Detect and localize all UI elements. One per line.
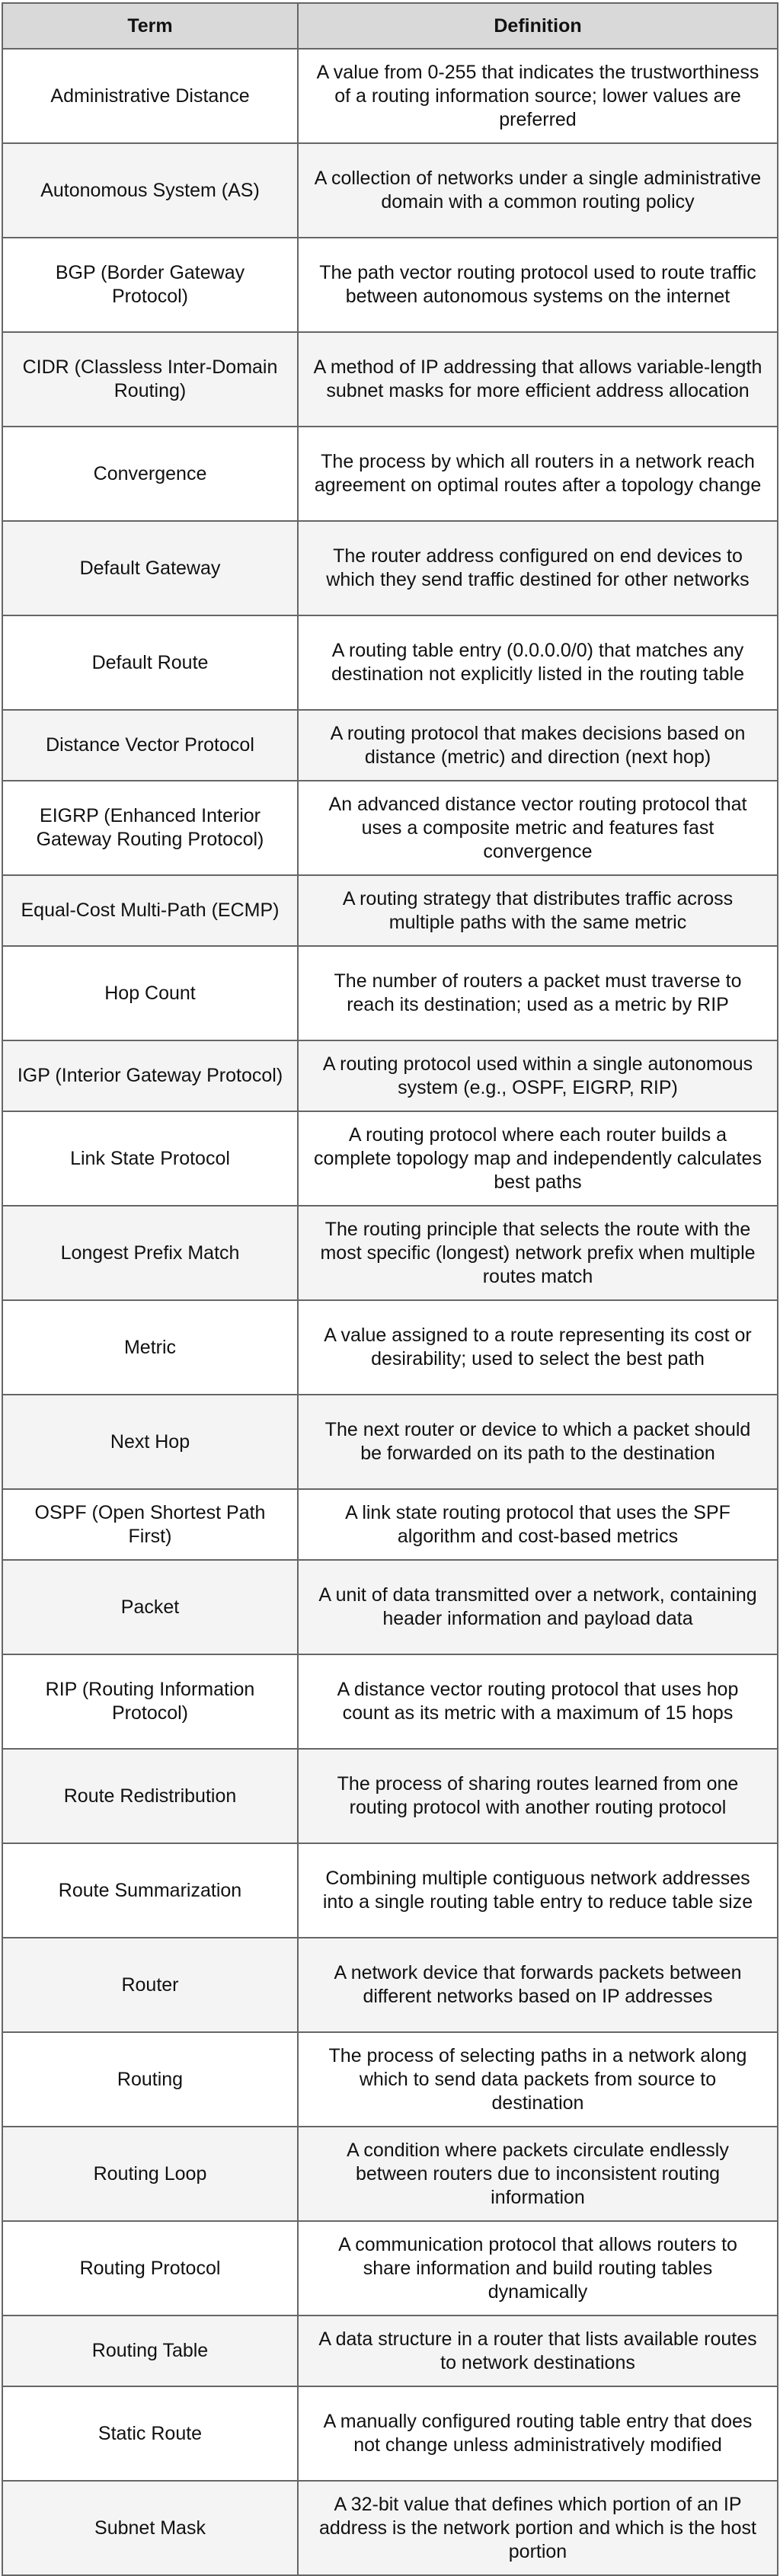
term-cell: Packet [2,1560,298,1654]
term-cell: CIDR (Classless Inter-Domain Routing) [2,332,298,427]
definition-cell: The routing principle that selects the route with the most specific (longest) network prefix when multiple routes match [298,1206,778,1300]
term-cell: RIP (Routing Information Protocol) [2,1654,298,1749]
definition-cell: The number of routers a packet must traverse to reach its destination; used as a metric by RIP [298,946,778,1040]
term-cell: Default Route [2,615,298,710]
term-cell: Autonomous System (AS) [2,143,298,238]
table-row [2,2032,778,2127]
term-cell: Static Route [2,2386,298,2481]
table-row [2,781,778,875]
definition-cell: The router address configured on end devices to which they send traffic destined for other networks [298,521,778,615]
definition-cell: A method of IP addressing that allows variable-length subnet masks for more efficient address allocation [298,332,778,427]
table-row [2,615,778,710]
definition-cell: A collection of networks under a single administrative domain with a common routing policy [298,143,778,238]
term-cell: OSPF (Open Shortest Path First) [2,1489,298,1560]
definition-cell: A value assigned to a route representing its cost or desirability; used to select the best path [298,1300,778,1395]
column-header-definition: Definition [298,3,778,49]
term-cell: Metric [2,1300,298,1395]
definition-cell: A value from 0-255 that indicates the trustworthiness of a routing information source; lower values are preferred [298,49,778,143]
table-row [2,1749,778,1843]
term-cell: Convergence [2,427,298,521]
definition-cell: A distance vector routing protocol that uses hop count as its metric with a maximum of 15 hops [298,1654,778,1749]
term-cell: Next Hop [2,1395,298,1489]
definition-cell: The process of selecting paths in a network along which to send data packets from source to destination [298,2032,778,2127]
table-row [2,521,778,615]
term-cell: Routing [2,2032,298,2127]
table-row [2,2316,778,2386]
definition-cell: Combining multiple contiguous network addresses into a single routing table entry to reduce table size [298,1843,778,1938]
table-row [2,1300,778,1395]
term-cell: Route Summarization [2,1843,298,1938]
header-row [2,3,778,49]
definition-cell: A communication protocol that allows routers to share information and build routing tables dynamically [298,2221,778,2316]
term-cell: Link State Protocol [2,1111,298,1206]
table-row [2,875,778,946]
table-row [2,2386,778,2481]
term-cell: IGP (Interior Gateway Protocol) [2,1040,298,1111]
definition-cell: The next router or device to which a packet should be forwarded on its path to the destination [298,1395,778,1489]
table-row [2,2127,778,2221]
table-row [2,1654,778,1749]
table-row [2,1111,778,1206]
routing-glossary-table [2,2,778,2576]
table-row [2,238,778,332]
definition-cell: A unit of data transmitted over a network, containing header information and payload data [298,1560,778,1654]
table-row [2,1843,778,1938]
term-cell: Longest Prefix Match [2,1206,298,1300]
definition-cell: The path vector routing protocol used to route traffic between autonomous systems on the internet [298,238,778,332]
term-cell: Default Gateway [2,521,298,615]
definition-cell: A 32-bit value that defines which portion of an IP address is the network portion and which is the host portion [298,2481,778,2575]
table-row [2,427,778,521]
definition-cell: A routing protocol that makes decisions based on distance (metric) and direction (next hop) [298,710,778,781]
definition-cell: A link state routing protocol that uses the SPF algorithm and cost-based metrics [298,1489,778,1560]
term-cell: Routing Protocol [2,2221,298,2316]
table-row [2,1206,778,1300]
definition-cell: A network device that forwards packets between different networks based on IP addresses [298,1938,778,2032]
table-row [2,1395,778,1489]
term-cell: Hop Count [2,946,298,1040]
term-cell: EIGRP (Enhanced Interior Gateway Routing Protocol) [2,781,298,875]
term-cell: Routing Table [2,2316,298,2386]
table-row [2,332,778,427]
term-cell: Equal-Cost Multi-Path (ECMP) [2,875,298,946]
term-cell: Subnet Mask [2,2481,298,2575]
definition-cell: An advanced distance vector routing protocol that uses a composite metric and features fast convergence [298,781,778,875]
term-cell: BGP (Border Gateway Protocol) [2,238,298,332]
term-cell: Router [2,1938,298,2032]
table-row [2,710,778,781]
definition-cell: A routing strategy that distributes traffic across multiple paths with the same metric [298,875,778,946]
term-cell: Routing Loop [2,2127,298,2221]
term-cell: Route Redistribution [2,1749,298,1843]
table-row [2,49,778,143]
table-row [2,2221,778,2316]
table-row [2,1489,778,1560]
definition-cell: A condition where packets circulate endlessly between routers due to inconsistent routing information [298,2127,778,2221]
definition-cell: A routing protocol used within a single autonomous system (e.g., OSPF, EIGRP, RIP) [298,1040,778,1111]
column-header-term: Term [2,3,298,49]
table-row [2,2481,778,2575]
definition-cell: The process of sharing routes learned from one routing protocol with another routing protocol [298,1749,778,1843]
table-body [2,49,778,2575]
term-cell: Distance Vector Protocol [2,710,298,781]
table-row [2,143,778,238]
definition-cell: A data structure in a router that lists available routes to network destinations [298,2316,778,2386]
definition-cell: The process by which all routers in a network reach agreement on optimal routes after a topology change [298,427,778,521]
table-row [2,1938,778,2032]
term-cell: Administrative Distance [2,49,298,143]
table-row [2,1560,778,1654]
table-row [2,1040,778,1111]
definition-cell: A manually configured routing table entry that does not change unless administratively modified [298,2386,778,2481]
definition-cell: A routing protocol where each router builds a complete topology map and independently calculates best paths [298,1111,778,1206]
table-header [2,3,778,49]
definition-cell: A routing table entry (0.0.0.0/0) that matches any destination not explicitly listed in the routing table [298,615,778,710]
table-row [2,946,778,1040]
